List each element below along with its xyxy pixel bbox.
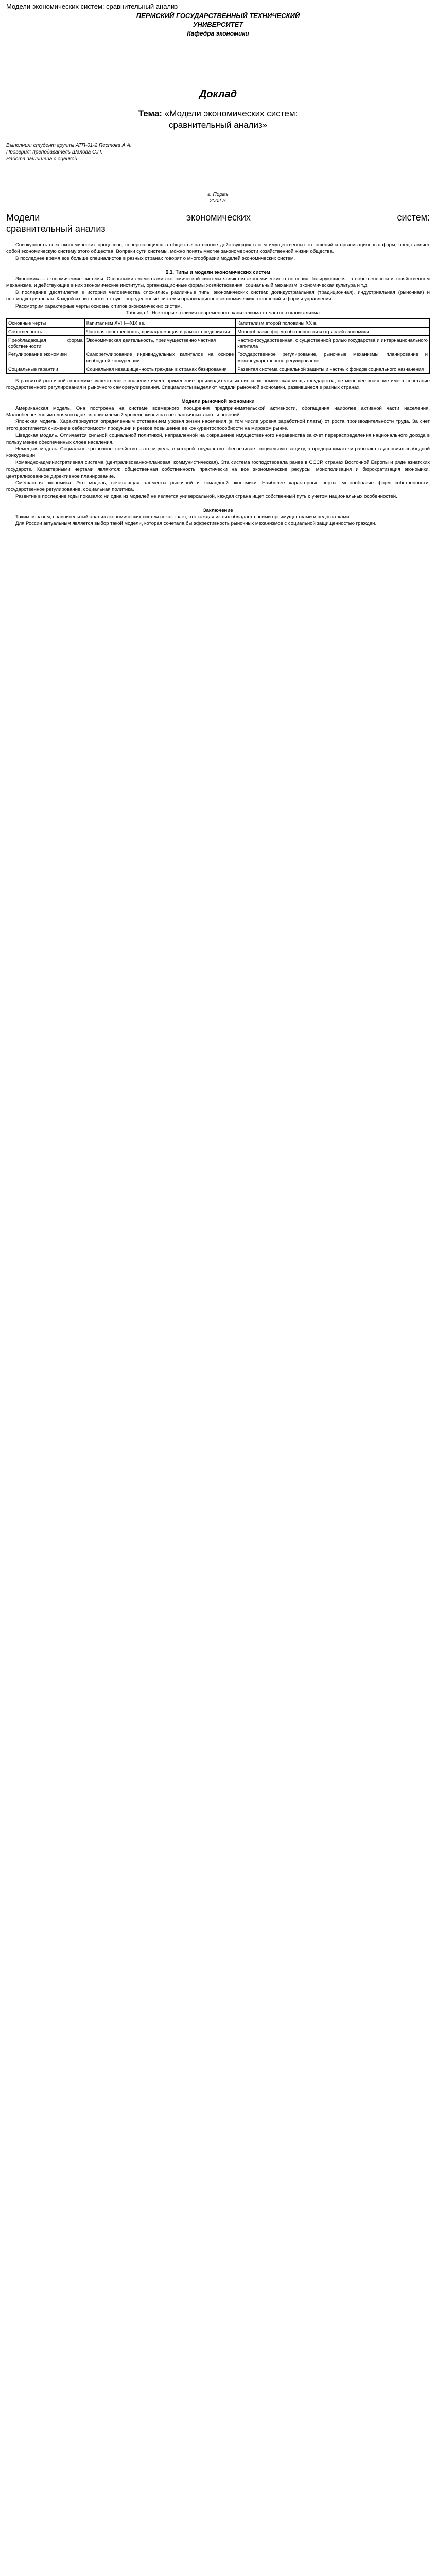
main-heading-line1: Модели экономических систем: <box>6 212 430 223</box>
year: 2002 г. <box>210 198 226 204</box>
meta-block <box>6 142 430 162</box>
conclusion-paragraph: Для России актуальным является выбор такой модели, которая сочетала бы эффективность рыночных механизмов с социальной защищенностью граждан. <box>15 521 377 527</box>
table-cell: Регулирование экономики <box>7 350 85 365</box>
table-cell: Развитая система социальной защиты и частных фондов социального назначения <box>236 365 430 374</box>
table-cell: Собственность <box>7 327 85 336</box>
table-header-cell: Основные черты <box>7 319 85 328</box>
body-paragraph: Командно-административная система (централизованно-плановая, коммунистическая). Эта система господствовала ранее в СССР, странах Восточной Европы и ряде азиатских государств. Характерными чертами являются: общественная собственность практически на все экономические ресурсы, монополизация и бюрократизация экономики, централизованное директивное планирование. <box>6 460 430 479</box>
table-cell: Саморегулирование индивидуальных капиталов на основе свободной конкуренции <box>84 350 236 365</box>
table-cell: Государственное регулирование, рыночные механизмы, планирование и межгосударственное регулирование <box>236 350 430 365</box>
intro-paragraph: В последнее время все больше специалистов в разных странах говорят о многообразии моделей экономических систем. <box>15 256 295 262</box>
body-paragraph: В последние десятилетия в истории человечества сложились различные типы экономических систем: доиндустриальная (традиционная), индустриальная (рыночная) и постиндустриальная. Каждой из них соответствуют определенные системы организационно-экономических отношений и формы управления. <box>6 290 430 302</box>
topic-line2: сравнительный анализ» <box>168 120 268 130</box>
conclusion-paragraph: Таким образом, сравнительный анализ экономических систем показывает, что каждая из них обладает своими преимуществами и недостатками. <box>15 514 351 520</box>
checker-line: Проверил: преподаватель Шалова С.П. <box>6 149 103 155</box>
city: г. Пермь <box>207 192 229 197</box>
conclusion-title: Заключение <box>203 507 233 513</box>
university-name-line2: УНИВЕРСИТЕТ <box>193 21 243 28</box>
table-row <box>7 350 430 365</box>
table-row <box>7 327 430 336</box>
document-title: Модели экономических систем: сравнительный анализ <box>6 3 178 10</box>
university-name-line1: ПЕРМСКИЙ ГОСУДАРСТВЕННЫЙ ТЕХНИЧЕСКИЙ <box>136 12 300 20</box>
table-cell: Преобладающая форма собственности <box>7 336 85 350</box>
table-cell: Социальные гарантии <box>7 365 85 374</box>
topic-prefix: Тема: <box>138 109 162 118</box>
body-paragraph: Шведская модель. Отличается сильной социальной политикой, направленной на сокращение имущественного неравенства за счет перераспределения национального дохода в пользу менее обеспеченных слоев населения. <box>6 432 430 445</box>
department-name: Кафедра экономики <box>187 30 249 37</box>
body-paragraph: Развитие в последние годы показало: ни одна из моделей не является универсальной, каждая страна ищет собственный путь с учетом национальных особенностей. <box>15 494 397 500</box>
body-paragraph: Экономика – экономические системы. Основными элементами экономической системы являются экономические отношения, базирующиеся на собственности и хозяйственном механизме, и действующие в них экономические институты, организационные формы хозяйствования, социальный механизм, экономическая культура и т.д. <box>6 276 430 289</box>
table-cell: Частная собственность, принадлежащая в рамках предприятия <box>84 327 236 336</box>
section-title: 2.1. Типы и модели экономических систем <box>166 269 270 275</box>
table-cell: Экономическая деятельность, преимущественно частная <box>84 336 236 350</box>
body-paragraph: Немецкая модель. Социальное рыночное хозяйство – это модель, в которой государство обеспечивает социальную защиту, а предприниматели работают в условиях свободной конкуренции. <box>6 446 430 459</box>
body-paragraph: Американская модель. Она построена на системе всемерного поощрения предпринимательской активности, обогащения наиболее активной части населения. Малообеспеченным слоям создается приемлемый уровень жизни за счет частичных льгот и пособий. <box>6 405 430 418</box>
table-caption: Таблица 1. Некоторые отличия современного капитализма от частного капитализма <box>126 310 320 316</box>
sub-heading: Модели рыночной экономики <box>181 398 255 404</box>
topic-block <box>6 108 430 131</box>
body-paragraph: Японская модель. Характеризуется определенным отставанием уровня жизни населения (в том числе уровня заработной платы) от роста производительности труда. За счет этого достигается снижение себестоимости продукции и резкое повышение ее конкурентоспособности на мировом рынке. <box>6 419 430 432</box>
table-header-row <box>7 319 430 328</box>
intro-paragraph: Совокупность всех экономических процессов, совершающихся в обществе на основе действующих в нем имущественных отношений и организационных форм, представляет собой экономическую систему этого общества. Вопреки сути системы, можно понять многие закономерности хозяйственной жизни общества. <box>6 242 430 255</box>
body-paragraph: Смешанная экономика. Это модель, сочетающая элементы рыночной и командной экономики. Наиболее характерные черты: многообразие форм собственности, государственное регулирование, социальная политика. <box>6 480 430 493</box>
table-header-cell: Капитализм второй половины XX в. <box>236 319 430 328</box>
body-paragraph: Рассмотрим характерные черты основных типов экономических систем. <box>15 303 182 309</box>
topic-line1: «Модели экономических систем: <box>164 109 298 118</box>
table-row <box>7 336 430 350</box>
table-cell: Частно-государственная, с существенной ролью государства и интернационального капитала <box>236 336 430 350</box>
comparison-table <box>6 318 430 374</box>
city-year <box>6 191 430 205</box>
table-cell: Социальная незащищенность граждан в странах базирования <box>84 365 236 374</box>
document-body <box>6 242 430 527</box>
body-paragraph: В развитой рыночной экономике существенное значение имеет применение производительных сил и экономическая мощь государства; не меньшее значение имеет сочетание государственного регулирования и рыночного саморегулирования. Специалисты выделяют модели рыночной экономики, развившиеся в разных странах. <box>6 378 430 391</box>
table-row <box>7 365 430 374</box>
document-type: Доклад <box>199 89 237 100</box>
grade-line: Работа защищена с оценкой ____________ <box>6 156 113 162</box>
author-line: Выполнил: студент группы АТП-01-2 Пестова А.А. <box>6 143 132 148</box>
table-cell: Многообразие форм собственности и отраслей экономики <box>236 327 430 336</box>
table-header-cell: Капитализм XVIII—XIX вв. <box>84 319 236 328</box>
main-heading-line2: сравнительный анализ <box>6 224 106 234</box>
